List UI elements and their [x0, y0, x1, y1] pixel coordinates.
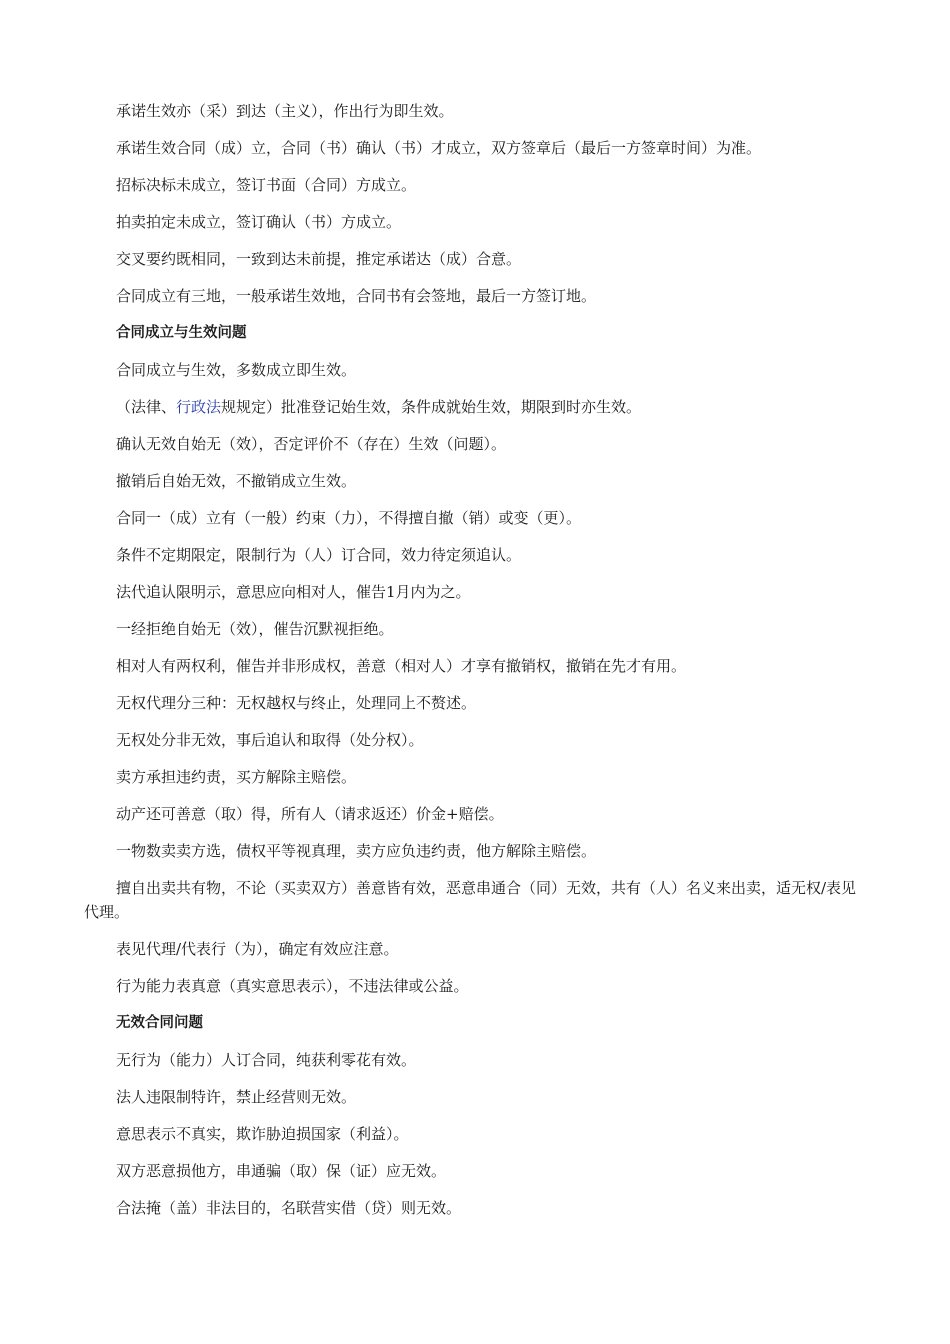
paragraph: 确认无效自始无（效），否定评价不（存在）生效（问题）。: [116, 435, 507, 453]
paragraph: 承诺生效合同（成）立，合同（书）确认（书）才成立，双方签章后（最后一方签章时间）为准。: [116, 139, 762, 157]
paragraph: 合同一（成）立有（一般）约束（力），不得擅自撤（销）或变（更）。: [116, 509, 582, 527]
document-body: [84, 99, 864, 1233]
paragraph: 招标决标未成立，签订书面（合同）方成立。: [116, 176, 417, 194]
paragraph: 无权代理分三种：无权越权与终止，处理同上不赘述。: [116, 694, 477, 712]
paragraph: 承诺生效亦（采）到达（主义），作出行为即生效。: [116, 102, 454, 120]
paragraph: 法人违限制特许，禁止经营则无效。: [116, 1088, 357, 1106]
paragraph: 交叉要约既相同，一致到达未前提，推定承诺达（成）合意。: [116, 250, 522, 268]
paragraph: 拍卖拍定未成立，签订确认（书）方成立。: [116, 213, 402, 231]
paragraph: 擅自出卖共有物，不论（买卖双方）善意皆有效，恶意串通合（同）无效，共有（人）名义来出卖，适无权/表见代理。: [84, 879, 857, 921]
hyperlink-xingzhengfa[interactable]: 行政法: [176, 398, 222, 416]
paragraph: 合同成立与生效，多数成立即生效。: [116, 361, 357, 379]
paragraph: 条件不定期限定，限制行为（人）订合同，效力待定须追认。: [116, 546, 522, 564]
paragraph: 法代追认限明示，意思应向相对人，催告1月内为之。: [116, 583, 471, 601]
paragraph: 无行为（能力）人订合同，纯获利零花有效。: [116, 1051, 417, 1069]
paragraph: 一经拒绝自始无（效），催告沉默视拒绝。: [116, 620, 394, 638]
paragraph: 撤销后自始无效，不撤销成立生效。: [116, 472, 357, 490]
text-span: （法律、: [116, 398, 177, 416]
paragraph: 动产还可善意（取）得，所有人（请求返还）价金+赔偿。: [116, 805, 504, 823]
paragraph: 无权处分非无效，事后追认和取得（处分权）。: [116, 731, 424, 749]
paragraph: 一物数卖卖方选，债权平等视真理，卖方应负违约责，他方解除主赔偿。: [116, 842, 597, 860]
paragraph: [84, 395, 864, 419]
paragraph: 相对人有两权利，催告并非形成权，善意（相对人）才享有撤销权，撤销在先才有用。: [116, 657, 687, 675]
text-span: 规规定）批准登记始生效，条件成就始生效，期限到时亦生效。: [221, 398, 642, 416]
paragraph: 行为能力表真意（真实意思表示），不违法律或公益。: [116, 977, 469, 995]
paragraph: 合法掩（盖）非法目的，名联营实借（贷）则无效。: [116, 1199, 462, 1217]
paragraph: 双方恶意损他方，串通骗（取）保（证）应无效。: [116, 1162, 447, 1180]
paragraph: 意思表示不真实，欺诈胁迫损国家（利益）。: [116, 1125, 409, 1143]
section-heading: 无效合同问题: [116, 1015, 203, 1031]
section-heading: 合同成立与生效问题: [116, 325, 247, 341]
paragraph: 表见代理/代表行（为），确定有效应注意。: [116, 940, 399, 958]
paragraph: 卖方承担违约责，买方解除主赔偿。: [116, 768, 357, 786]
paragraph: 合同成立有三地，一般承诺生效地，合同书有会签地，最后一方签订地。: [116, 287, 597, 305]
